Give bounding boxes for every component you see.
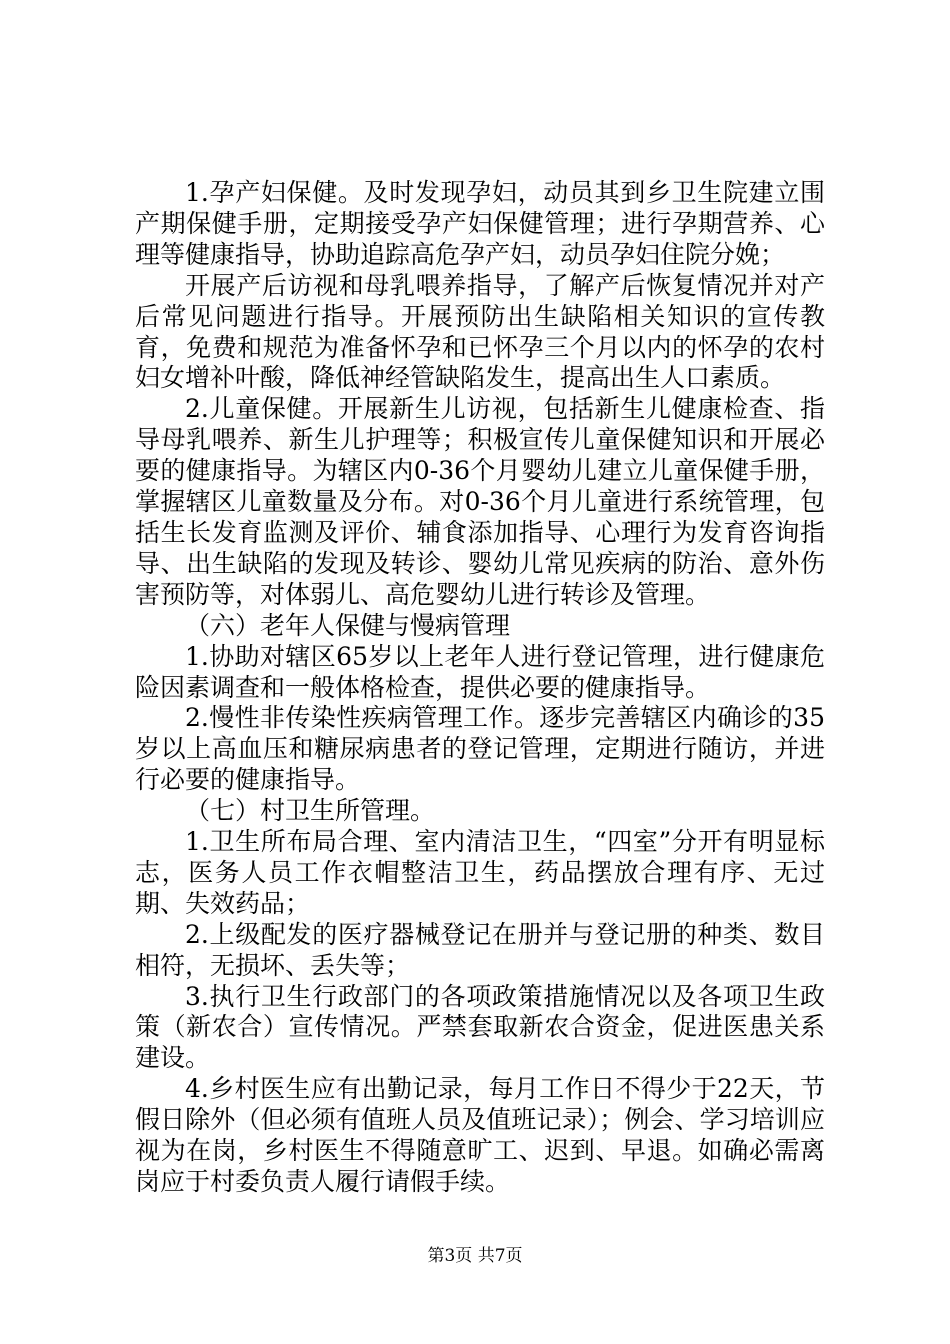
paragraph-equipment-registry: 2.上级配发的医疗器械登记在册并与登记册的种类、数目相符，无损坏、丢失等；	[135, 919, 825, 980]
paragraph-policy-implementation: 3.执行卫生行政部门的各项政策措施情况以及各项卫生政策（新农合）宣传情况。严禁套取新农合资金，促进医患关系建设。	[135, 981, 825, 1073]
paragraph-chronic-disease: 2.慢性非传染性疾病管理工作。逐步完善辖区内确诊的35岁以上高血压和糖尿病患者的登记管理，定期进行随访，并进行必要的健康指导。	[135, 703, 825, 795]
document-body	[135, 178, 825, 1198]
page-number-footer: 第3页 共7页	[427, 1246, 523, 1266]
paragraph-elderly-registration: 1.协助对辖区65岁以上老年人进行登记管理，进行健康危险因素调查和一般体格检查，提供必要的健康指导。	[135, 641, 825, 702]
section-heading-elderly-care: （六）老年人保健与慢病管理	[185, 610, 511, 640]
paragraph-maternal-health: 1.孕产妇保健。及时发现孕妇，动员其到乡卫生院建立围产期保健手册，定期接受孕产妇保健管理；进行孕期营养、心理等健康指导，协助追踪高危孕产妇，动员孕妇住院分娩；	[135, 178, 825, 269]
paragraph-child-health: 2.儿童保健。开展新生儿访视，包括新生儿健康检查、指导母乳喂养、新生儿护理等；积极宣传儿童保健知识和开展必要的健康指导。为辖区内0-36个月婴幼儿建立儿童保健手册，掌握辖区儿童数量及分布。对0-36个月儿童进行系统管理，包括生长发育监测及评价、辅食添加指导、心理行为发育咨询指导、出生缺陷的发现及转诊、婴幼儿常见疾病的防治、意外伤害预防等，对体弱儿、高危婴幼儿进行转诊及管理。	[135, 394, 825, 609]
section-heading-clinic-management: （七）村卫生所管理。	[185, 796, 436, 826]
paragraph-clinic-layout: 1.卫生所布局合理、室内清洁卫生，“四室”分开有明显标志，医务人员工作衣帽整洁卫生，药品摆放合理有序、无过期、失效药品；	[135, 827, 825, 918]
paragraph-postpartum-visit: 开展产后访视和母乳喂养指导，了解产后恢复情况并对产后常见问题进行指导。开展预防出生缺陷相关知识的宣传教育，免费和规范为准备怀孕和已怀孕三个月以内的怀孕的农村妇女增补叶酸，降低神经管缺陷发生，提高出生人口素质。	[135, 270, 825, 393]
paragraph-attendance: 4.乡村医生应有出勤记录，每月工作日不得少于22天，节假日除外（但必须有值班人员及值班记录）；例会、学习培训应视为在岗，乡村医生不得随意旷工、迟到、早退。如确必需离岗应于村委负责人履行请假手续。	[135, 1074, 825, 1196]
